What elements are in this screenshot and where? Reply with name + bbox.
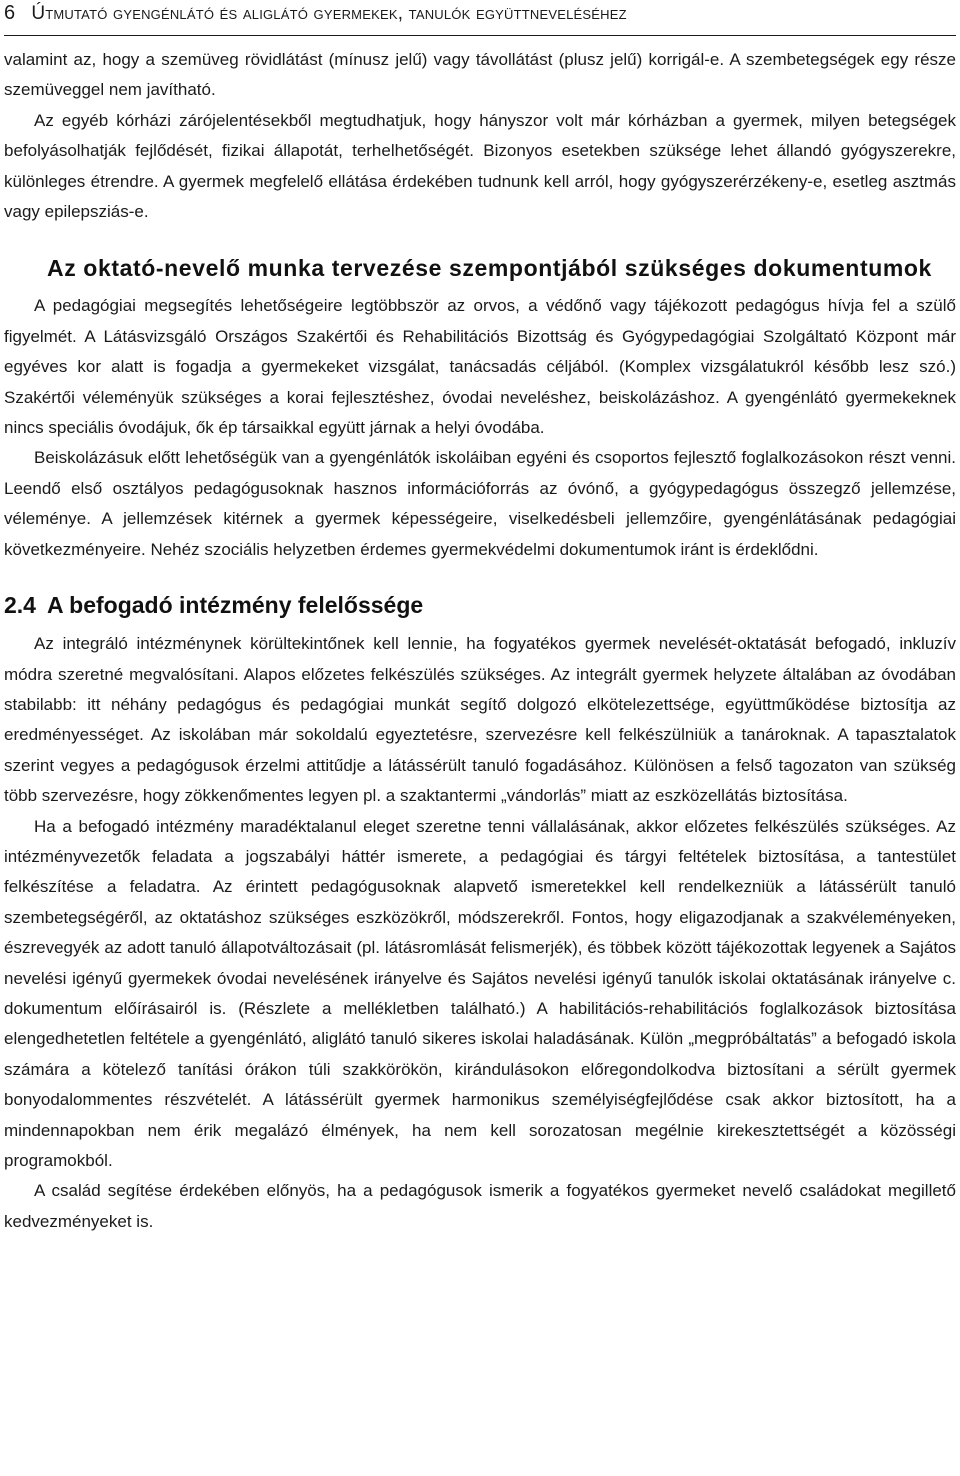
section-title: Az oktató-nevelő munka tervezése szempontjából szükséges dokumentumok (47, 255, 932, 282)
section-title: A befogadó intézmény felelőssége (47, 592, 424, 619)
section-heading-2-3 (4, 253, 956, 284)
section-number (4, 253, 47, 284)
section-heading-2-4 (4, 590, 956, 621)
paragraph-integrating-institution: Az integráló intézménynek körültekintőnek kell lennie, ha fogyatékos gyermek nevelését-oktatását befogadó, inkluzív módra szeretné megvalósítani. Alapos előzetes felkészülés szükséges. Az integrált gyermek helyzete általában az óvodában stabilabb: itt néhány pedagógus és pedagógiai munkát segítő dolgozó elkötelezettsége, együttműködése biztosítja az eredményességet. Az iskolában már sokoldalú egyeztetésre, szervezésre kell felkészülniük a tanároknak. A tapasztalatok szerint vegyes a pedagógusok érzelmi attitűdje a látássérült tanuló fogadásához. Különösen a felső tagozaton van szükség több szervezésre, hogy zökkenőmentes legyen pl. a szaktantermi „vándorlás” miatt az eszközellátás biztosítása. (4, 634, 956, 806)
page-content (4, 36, 956, 1237)
paragraph-school-enrollment: Beiskolázásuk előtt lehetőségük van a gyengénlátók iskoláiban egyéni és csoportos fejlesztő foglalkozásokon részt venni. Leendő első osztályos pedagógusoknak hasznos információforrás az óvónő, a gyógypedagógus összegző jellemzése, véleménye. A jellemzések kitérnek a gyermek képességeire, viselkedésbeli jellemzőire, gyengénlátásának pedagógiai következményeire. Nehéz szociális helyzetben érdemes gyermekvédelmi dokumentumok iránt is érdeklődni. (4, 448, 956, 559)
paragraph-hospital-reports: Az egyéb kórházi zárójelentésekből megtudhatjuk, hogy hányszor volt már kórházban a gyermek, milyen betegségek befolyásolhatják fejlődését, fizikai állapotát, terhelhetőségét. Bizonyos esetekben szüksége lehet állandó gyógyszerekre, különleges étrendre. A gyermek megfelelő ellátása érdekében tudnunk kell arról, hogy gyógyszerérzékeny-e, esetleg asztmás vagy epilepsziás-e. (4, 110, 956, 222)
paragraph-preparation: Ha a befogadó intézmény maradéktalanul eleget szeretne tenni vállalásának, akkor előzetes felkészülés szükséges. Az intézményvezetők feladata a jogszabályi háttér ismerete, a pedagógiai és tárgyi feltételek biztosítása, a tantestület felkészítése a feladatra. Az érintett pedagógusoknak alapvető ismeretekkel kell rendelkezniük a látássérült tanuló szembetegségéről, az oktatáshoz szükséges eszközökről, módszerekről. Fontos, hogy eligazodjanak a szakvéleményeken, észrevegyék az adott tanuló állapotváltozásait (pl. látásromlását felismerjék), és többek között tájékozottak legyenek a Sajátos nevelési igényű gyermekek óvodai nevelésének irányelve és Sajátos nevelési igényű tanulók iskolai oktatásának irányelve c. dokumentum előírásairól is. (Részlete a mellékletben található.) A habilitációs-rehabilitációs foglalkozások biztosítása elengedhetetlen feltétele a gyengénlátó, aliglátó tanuló sikeres iskolai haladásának. Külön „megpróbáltatás” a befogadó iskola számára a kötelező tanítási órákon túli szakkörökön, kirándulásokon előregondolkodva biztosítani a sérült gyermek bonyodalommentes részvételét. A látássérült gyermek harmonikus személyiségfejlődése csak akkor biztosított, ha a mindennapokban nem érik megalázó élmények, ha nem kell sorozatosan megélnie kirekesztettségét a közösségi programokból. (4, 816, 956, 1170)
running-header (4, 0, 956, 36)
document-page (4, 0, 956, 1237)
paragraph-family-support: A család segítése érdekében előnyös, ha a pedagógusok ismerik a fogyatékos gyermeket nevelő családokat megillető kedvezményeket is. (4, 1181, 956, 1231)
running-title: Útmutató gyengénlátó és aliglátó gyermekek, tanulók együttneveléséhez (31, 3, 627, 24)
paragraph-pedagogical-support: A pedagógiai megsegítés lehetőségeire legtöbbször az orvos, a védőnő vagy tájékozott pedagógus hívja fel a szülő figyelmét. A Látásvizsgáló Országos Szakértői és Rehabilitációs Bizottság és Gyógypedagógiai Szolgáltató Központ már egyéves kor alatt is fogadja a gyermekeket vizsgálat, tanácsadás céljából. (Komplex vizsgálatukról később lesz szó.) Szakértői véleményük szükséges a korai fejlesztéshez, óvodai neveléshez, beiskolázáshoz. A gyengénlátó gyermekeknek nincs speciális óvodájuk, ők ép társaikkal együtt járnak a helyi óvodába. (4, 296, 956, 438)
paragraph-continued: valamint az, hogy a szemüveg rövidlátást (mínusz jelű) vagy távollátást (plusz jelű) korrigál-e. A szembetegségek egy része szemüveggel nem javítható. (4, 50, 956, 100)
section-number: 2.4 (4, 592, 36, 619)
page-number: 6 (4, 2, 16, 24)
